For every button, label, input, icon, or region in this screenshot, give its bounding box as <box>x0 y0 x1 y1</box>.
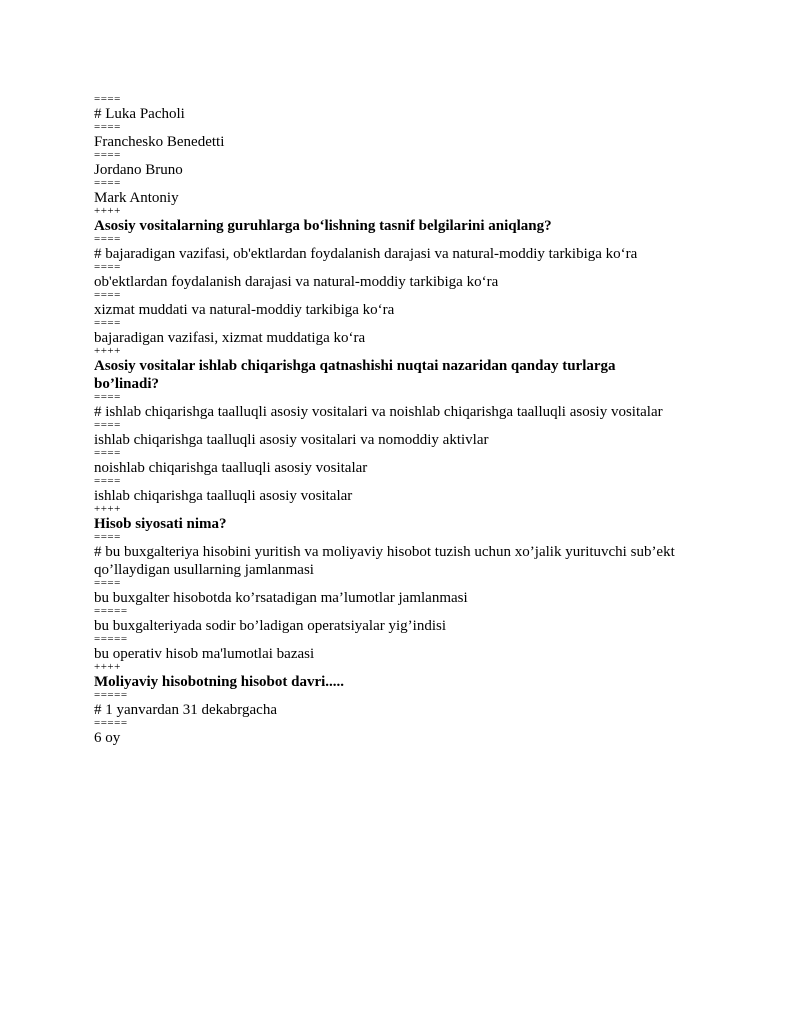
separator-line: ==== <box>94 177 121 189</box>
answer-option: Jordano Bruno <box>94 162 183 178</box>
answer-option: 6 oy <box>94 730 121 746</box>
separator-line: ==== <box>94 261 121 273</box>
question-separator: ++++ <box>94 503 121 515</box>
question-text: Asosiy vositalar ishlab chiqarishga qatnashishi nuqtai nazaridan qanday turlarga bo’linadi? <box>94 358 616 392</box>
separator-line: ==== <box>94 531 121 543</box>
separator-line: ==== <box>94 577 121 589</box>
answer-option: Franchesko Benedetti <box>94 134 225 150</box>
separator-line: ===== <box>94 689 128 701</box>
answer-option: # Luka Pacholi <box>94 106 185 122</box>
document-body <box>94 95 734 747</box>
answer-option: bu operativ hisob ma'lumotlai bazasi <box>94 646 315 662</box>
separator-line: ==== <box>94 233 121 245</box>
answer-option: xizmat muddati va natural-moddiy tarkibiga ko‘ra <box>94 302 395 318</box>
separator-line: ==== <box>94 391 121 403</box>
answer-option: # bu buxgalteriya hisobini yuritish va moliyaviy hisobot tuzish uchun xo’jalik yurituvchi sub’ekt qo’llaydigan usullarning jamlanmasi <box>94 544 675 578</box>
separator-line: ==== <box>94 121 121 133</box>
answer-option: bu buxgalter hisobotda ko’rsatadigan ma’lumotlar jamlanmasi <box>94 590 468 606</box>
answer-option: ishlab chiqarishga taalluqli asosiy vositalar <box>94 488 353 504</box>
separator-line: ==== <box>94 419 121 431</box>
question-separator: ++++ <box>94 661 121 673</box>
separator-line: ==== <box>94 475 121 487</box>
question-text: Hisob siyosati nima? <box>94 516 227 532</box>
question-separator: ++++ <box>94 345 121 357</box>
answer-option: noishlab chiqarishga taalluqli asosiy vositalar <box>94 460 368 476</box>
answer-option: bajaradigan vazifasi, xizmat muddatiga ko‘ra <box>94 330 366 346</box>
question-separator: ++++ <box>94 205 121 217</box>
question-text: Asosiy vositalarning guruhlarga bo‘lishning tasnif belgilarini aniqlang? <box>94 218 552 234</box>
separator-line: ==== <box>94 149 121 161</box>
separator-line: ==== <box>94 289 121 301</box>
separator-line: ==== <box>94 317 121 329</box>
answer-option: ob'ektlardan foydalanish darajasi va natural-moddiy tarkibiga ko‘ra <box>94 274 499 290</box>
separator-line: ==== <box>94 93 121 105</box>
separator-line: ===== <box>94 717 128 729</box>
answer-option: bu buxgalteriyada sodir bo’ladigan operatsiyalar yig’indisi <box>94 618 446 634</box>
question-text: Moliyaviy hisobotning hisobot davri..... <box>94 674 345 690</box>
answer-option: # bajaradigan vazifasi, ob'ektlardan foydalanish darajasi va natural-moddiy tarkibiga ko‘ra <box>94 246 638 262</box>
separator-line: ===== <box>94 605 128 617</box>
separator-line: ===== <box>94 633 128 645</box>
answer-option: Mark Antoniy <box>94 190 179 206</box>
answer-option: # 1 yanvardan 31 dekabrgacha <box>94 702 277 718</box>
answer-option: ishlab chiqarishga taalluqli asosiy vositalari va nomoddiy aktivlar <box>94 432 489 448</box>
separator-line: ==== <box>94 447 121 459</box>
answer-option: # ishlab chiqarishga taalluqli asosiy vositalari va noishlab chiqarishga taalluqli asosiy vositalar <box>94 404 663 420</box>
